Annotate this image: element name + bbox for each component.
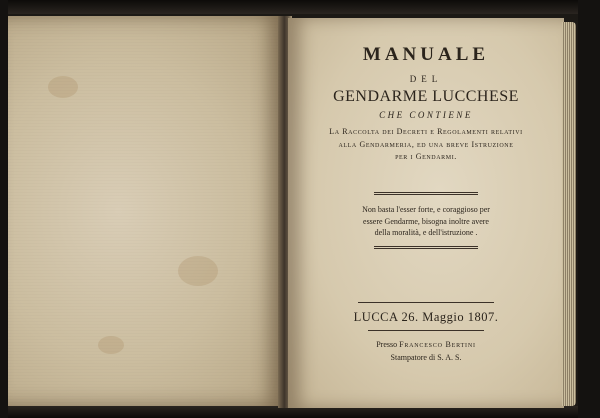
divider-rule [358, 302, 494, 303]
blank-left-page [8, 16, 284, 406]
printer-line-2: Stampatore di S. A. S. [390, 353, 462, 362]
printer-prefix: Presso [376, 340, 398, 349]
title-del: DEL [409, 74, 443, 84]
printer-imprint [288, 338, 564, 364]
che-contiene: CHE CONTIENE [379, 110, 473, 120]
ornamental-rule [374, 192, 478, 195]
background-top [0, 0, 600, 14]
epigraph-line: Non basta l'esser forte, e coraggioso per [362, 205, 490, 214]
foxing-stain [98, 336, 124, 354]
foxing-stain [48, 76, 78, 98]
description-line: La Raccolta dei Decreti e Regolamenti relativi [329, 127, 523, 136]
foxing-stain [178, 256, 218, 286]
epigraph-line: della moralità, e dell'istruzione . [374, 228, 478, 237]
subtitle: GENDARME LUCCHESE [333, 88, 519, 105]
description [316, 126, 536, 164]
main-title: MANUALE [362, 44, 490, 65]
printer-line-1 [288, 338, 564, 351]
epigraph [324, 204, 528, 239]
description-line: per i Gendarmi. [395, 152, 457, 161]
ornamental-rule [374, 246, 478, 249]
title-page-text [288, 18, 564, 408]
printer-name: Francesco Bertini [399, 340, 476, 349]
page-edges [562, 22, 576, 406]
place-date: LUCCA 26. Maggio 1807. [353, 310, 499, 324]
divider-rule [368, 330, 484, 331]
epigraph-line: essere Gendarme, bisogna inoltre avere [363, 216, 489, 226]
background-left [0, 0, 8, 418]
background-right [578, 0, 600, 418]
description-line: alla Gendarmeria, ed una breve Istruzione [338, 139, 514, 149]
